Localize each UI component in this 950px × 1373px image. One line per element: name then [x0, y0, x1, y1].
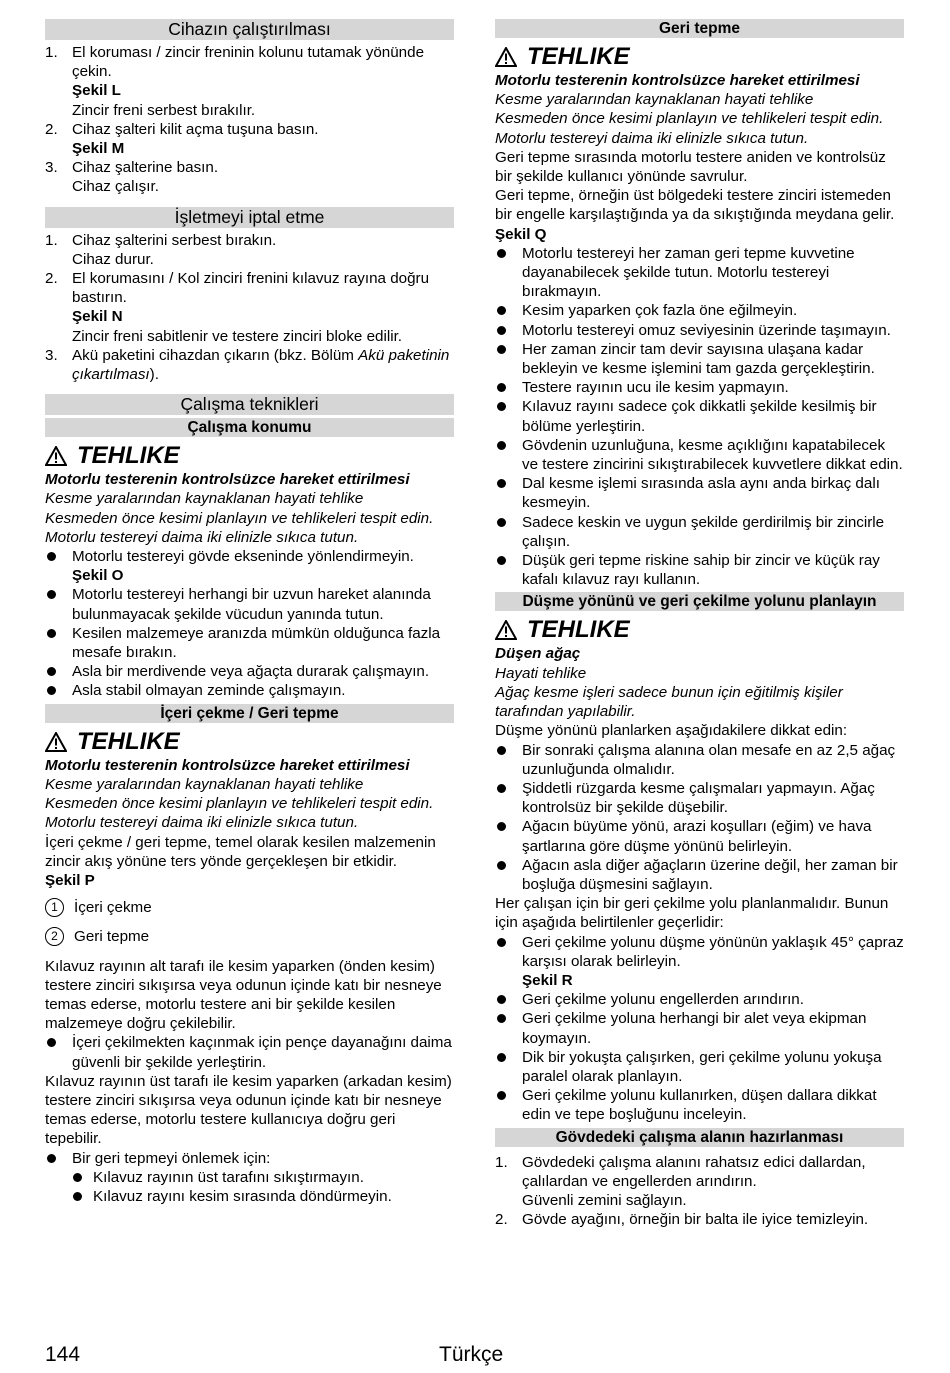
bullet-text: Testere rayının ucu ile kesim yapmayın.	[522, 379, 789, 397]
bullet-text: Sadece keskin ve uygun şekilde gerdirilmiş bir zincirle çalışın.	[522, 513, 885, 550]
bullet-text: Kesilen malzemeye aranızda mümkün olduğunca fazla mesafe bırakın.	[72, 624, 441, 662]
item-number: 2.	[45, 120, 58, 138]
bullet-text: Kılavuz rayının üst tarafını sıkıştırmayın.	[93, 1168, 364, 1186]
bullet-item	[495, 741, 904, 779]
subheading-pull-in-kickback: İçeri çekme / Geri tepme	[45, 704, 454, 723]
bullet-text: Motorlu testereyi herhangi bir uzvun hareket alanında bulunmayacak şekilde vücudun yanında tutun.	[72, 586, 431, 623]
bullet-item	[45, 1149, 454, 1168]
bullet-item	[495, 817, 904, 855]
bullet-item	[495, 378, 904, 397]
item-number: 2.	[495, 1211, 508, 1229]
bullet-text: Şiddetli rüzgarda kesme çalışmaları yapmayın. Ağaç kontrolsüz bir şekilde düşebilir.	[522, 779, 875, 817]
danger-heading	[45, 728, 454, 756]
heading-stopping-operation: İşletmeyi iptal etme	[45, 207, 454, 228]
bullet-text: Gövdenin uzunluğuna, kesme açıklığını kapatabilecek ve testere zincirini sıkıştırabilecek kuvvetlere dikkat edin.	[522, 436, 903, 474]
item-text: El koruması / zincir freninin kolunu tutamak yönünde çekin.	[72, 44, 425, 81]
bullet-item	[45, 624, 454, 662]
danger-measure: Motorlu testereyi daima iki elinizle sıkıca tutun.	[45, 528, 359, 546]
right-column	[495, 19, 904, 1229]
danger-label: TEHLIKE	[527, 616, 630, 644]
bullet-text: Geri çekilme yolunu engellerden arındırın.	[522, 991, 804, 1009]
item-text-part: ).	[149, 366, 159, 384]
item-result: Güvenli zemini sağlayın.	[522, 1191, 687, 1209]
danger-consequence: Kesme yaralarından kaynaklanan hayati tehlike	[45, 775, 364, 793]
danger-consequence: Hayati tehlike	[495, 664, 587, 682]
subheading-felling-direction: Düşme yönünü ve geri çekilme yolunu planlayın	[495, 592, 904, 611]
bullet-item	[45, 1033, 454, 1071]
paragraph: Geri tepme sırasında motorlu testere aniden ve kontrolsüz bir şekilde kullanıcı yönünde savrulur.	[495, 148, 886, 186]
danger-measure: Motorlu testereyi daima iki elinizle sıkıca tutun.	[45, 814, 359, 832]
bullet-item	[495, 551, 904, 589]
danger-label: TEHLIKE	[527, 43, 630, 70]
bullet-item	[495, 1048, 904, 1086]
paragraph: Her çalışan için bir geri çekilme yolu planlanmalıdır. Bunun için aşağıda belirtilenler geçerlidir:	[495, 895, 889, 932]
paragraph: Düşme yönünü planlarken aşağıdakilere dikkat edin:	[495, 722, 848, 740]
bullet-text: Bir geri tepmeyi önlemek için:	[72, 1149, 271, 1167]
danger-consequence: Kesme yaralarından kaynaklanan hayati tehlike	[45, 490, 364, 508]
item-result: Zincir freni serbest bırakılır.	[72, 101, 256, 119]
item-number: 2.	[45, 270, 58, 288]
bullet-item	[495, 1009, 904, 1047]
danger-label: TEHLIKE	[77, 442, 180, 470]
figure-ref: Şekil R	[522, 971, 573, 989]
cross-reference: Akü paketinin çıkartılması	[72, 346, 450, 384]
sub-bullet-item	[45, 1187, 454, 1206]
item-text: El korumasını / Kol zinciri frenini kılavuz rayına doğru bastırın.	[72, 270, 430, 307]
sub-bullet-item	[45, 1168, 454, 1187]
bullet-text: Kılavuz rayını sadece çok dikkatli şekilde kesilmiş bir bölüme yerleştirin.	[522, 398, 877, 435]
bullet-text: Geri çekilme yolunu düşme yönünün yaklaşık 45° çapraz karşısı olarak belirleyin.	[522, 933, 904, 970]
figure-ref: Şekil L	[72, 82, 121, 100]
bullet-text: Motorlu testereyi gövde ekseninde yönlendirmeyin.	[72, 548, 414, 566]
list-item	[45, 158, 454, 196]
list-item	[45, 346, 454, 384]
bullet-item	[495, 397, 904, 435]
danger-hazard: Motorlu testerenin kontrolsüzce hareket ettirilmesi	[45, 756, 410, 774]
heading-starting-device: Cihazın çalıştırılması	[45, 19, 454, 40]
bullet-item	[495, 474, 904, 512]
left-column	[45, 19, 454, 1206]
bullet-text: Motorlu testereyi omuz seviyesinin üzerinde taşımayın.	[522, 321, 891, 339]
subheading-kickback: Geri tepme	[495, 19, 904, 38]
bullet-text: Motorlu testereyi her zaman geri tepme kuvvetine dayanabilecek şekilde tutun. Motorlu testereyi bırakmayın.	[522, 244, 855, 301]
subheading-trunk-work-area: Gövdedeki çalışma alanın hazırlanması	[495, 1128, 904, 1147]
item-result: Cihaz çalışır.	[72, 178, 159, 196]
danger-heading	[495, 616, 904, 644]
danger-measure: Kesmeden önce kesimi planlayın ve tehlikeleri tespit edin.	[45, 795, 434, 813]
danger-consequence: Kesme yaralarından kaynaklanan hayati tehlike	[495, 91, 814, 109]
legend-text: İçeri çekme	[74, 899, 152, 917]
footer-language: Türkçe	[439, 1343, 504, 1366]
list-item	[45, 120, 454, 158]
item-number: 1.	[45, 231, 58, 249]
page-number: 144	[45, 1343, 81, 1366]
bullet-item	[45, 681, 454, 700]
bullet-item	[495, 779, 904, 817]
list-item	[495, 1210, 904, 1229]
item-text: Cihaz şalterini serbest bırakın.	[72, 231, 277, 249]
paragraph: İçeri çekme / geri tepme, temel olarak kesilen malzemenin zincir akış yönüne ters yönde gerçekleşen bir etkidir.	[45, 833, 436, 870]
danger-hazard: Motorlu testerenin kontrolsüzce hareket ettirilmesi	[495, 72, 860, 89]
list-item	[45, 269, 454, 346]
bullet-text: Düşük geri tepme riskine sahip bir zincir ve küçük ray kafalı kılavuz rayı kullanın.	[522, 552, 880, 589]
bullet-text: Her zaman zincir tam devir sayısına ulaşana kadar bekleyin ve kesme işlemini tam gazda gerçekleştirin.	[522, 340, 875, 378]
item-number: 1.	[45, 44, 58, 61]
item-result: Zincir freni sabitlenir ve testere zinciri bloke edilir.	[72, 327, 403, 345]
danger-hazard: Düşen ağaç	[495, 645, 581, 663]
figure-ref: Şekil N	[72, 308, 123, 326]
bullet-item	[45, 662, 454, 681]
bullet-text: Asla stabil olmayan zeminde çalışmayın.	[72, 682, 346, 700]
legend-number: 1	[45, 898, 64, 917]
danger-heading	[495, 43, 904, 71]
bullet-text: Kılavuz rayını kesim sırasında döndürmeyin.	[93, 1187, 392, 1205]
list-item	[45, 43, 454, 120]
bullet-item	[495, 244, 904, 302]
item-number: 1.	[495, 1153, 508, 1171]
danger-measure: Ağaç kesme işleri sadece bunun için eğitilmiş kişiler tarafından yapılabilir.	[495, 683, 843, 721]
bullet-text: Bir sonraki çalışma alanına olan mesafe en az 2,5 ağaç uzunluğunda olmalıdır.	[522, 741, 896, 778]
item-number: 3.	[45, 159, 58, 177]
bullet-text: İçeri çekilmekten kaçınmak için pençe dayanağını daima güvenli bir şekilde yerleştirin.	[72, 1034, 452, 1071]
warning-triangle-icon	[45, 732, 67, 752]
item-number: 3.	[45, 346, 58, 364]
legend-text: Geri tepme	[74, 928, 150, 946]
figure-ref: Şekil Q	[495, 225, 547, 243]
bullet-item	[495, 513, 904, 551]
danger-label: TEHLIKE	[77, 727, 180, 755]
bullet-text: Dal kesme işlemi sırasında asla aynı anda birkaç dalı kesmeyin.	[522, 475, 880, 512]
subheading-working-position: Çalışma konumu	[45, 418, 454, 437]
legend-item	[45, 898, 454, 917]
bullet-item	[495, 321, 904, 340]
bullet-item	[495, 933, 904, 991]
item-text: Gövdedeki çalışma alanını rahatsız edici dallardan, çalılardan ve engellerden arındırın.	[522, 1153, 866, 1190]
bullet-item	[495, 301, 904, 320]
heading-working-techniques: Çalışma teknikleri	[45, 394, 454, 415]
paragraph: Geri tepme, örneğin üst bölgedeki testere zinciri istemeden bir engelle karşılaştığında ya da sıkıştığında meydana gelir.	[495, 187, 895, 224]
danger-heading	[45, 442, 454, 470]
legend-number: 2	[45, 927, 64, 946]
item-text	[72, 346, 454, 384]
bullet-text: Asla bir merdivende veya ağaçta durarak çalışmayın.	[72, 663, 430, 681]
danger-hazard: Motorlu testerenin kontrolsüzce hareket ettirilmesi	[45, 471, 410, 489]
bullet-item	[495, 436, 904, 474]
danger-measure: Kesmeden önce kesimi planlayın ve tehlikeleri tespit edin.	[495, 110, 884, 128]
figure-ref: Şekil O	[72, 567, 124, 585]
figure-ref: Şekil M	[72, 140, 125, 158]
bullet-item	[495, 1086, 904, 1124]
danger-measure: Kesmeden önce kesimi planlayın ve tehlikeleri tespit edin.	[45, 509, 434, 527]
bullet-text: Geri çekilme yoluna herhangi bir alet veya ekipman koymayın.	[522, 1010, 867, 1047]
item-text-part: Akü paketini cihazdan çıkarın (bkz. Bölüm	[72, 346, 359, 364]
bullet-text: Ağacın büyüme yönü, arazi koşulları (eğim) ve hava şartlarına göre düşme yönünü belirleyin.	[522, 818, 872, 855]
bullet-item	[45, 547, 454, 585]
warning-triangle-icon	[45, 446, 67, 466]
item-text: Gövde ayağını, örneğin bir balta ile iyice temizleyin.	[522, 1211, 869, 1229]
bullet-item	[45, 585, 454, 623]
paragraph: Kılavuz rayının üst tarafı ile kesim yaparken (arkadan kesim) testere zinciri sıkışırsa veya odunun içinde katı bir nesneye temas ederse, motorlu testere kullanıcıya doğru geri tepebilir.	[45, 1072, 452, 1148]
figure-ref: Şekil P	[45, 871, 95, 889]
item-result: Cihaz durur.	[72, 250, 154, 268]
danger-measure: Motorlu testereyi daima iki elinizle sıkıca tutun.	[495, 129, 809, 147]
paragraph: Kılavuz rayının alt tarafı ile kesim yaparken (önden kesim) testere zinciri sıkışırsa veya odunun içinde katı bir nesneye temas ederse, motorlu testere ani bir şekilde kesilen malzemeye doğru çekilebilir.	[45, 957, 442, 1033]
list-item	[45, 231, 454, 269]
bullet-text: Kesim yaparken çok fazla öne eğilmeyin.	[522, 302, 798, 320]
bullet-item	[495, 856, 904, 894]
bullet-text: Ağacın asla diğer ağaçların üzerine değil, her zaman bir boşluğa düşmesini sağlayın.	[522, 856, 898, 893]
bullet-text: Dik bir yokuşta çalışırken, geri çekilme yolunu yokuşa paralel olarak planlayın.	[522, 1048, 882, 1085]
bullet-item	[495, 990, 904, 1009]
item-text: Cihaz şalterine basın.	[72, 159, 219, 177]
list-item	[495, 1153, 904, 1211]
item-text: Cihaz şalteri kilit açma tuşuna basın.	[72, 120, 319, 138]
warning-triangle-icon	[495, 620, 517, 640]
warning-triangle-icon	[495, 47, 517, 67]
legend-item	[45, 927, 454, 946]
bullet-item	[495, 340, 904, 378]
bullet-text: Geri çekilme yolunu kullanırken, düşen dallara dikkat edin ve tepe boşluğunu inceleyin.	[522, 1087, 877, 1124]
